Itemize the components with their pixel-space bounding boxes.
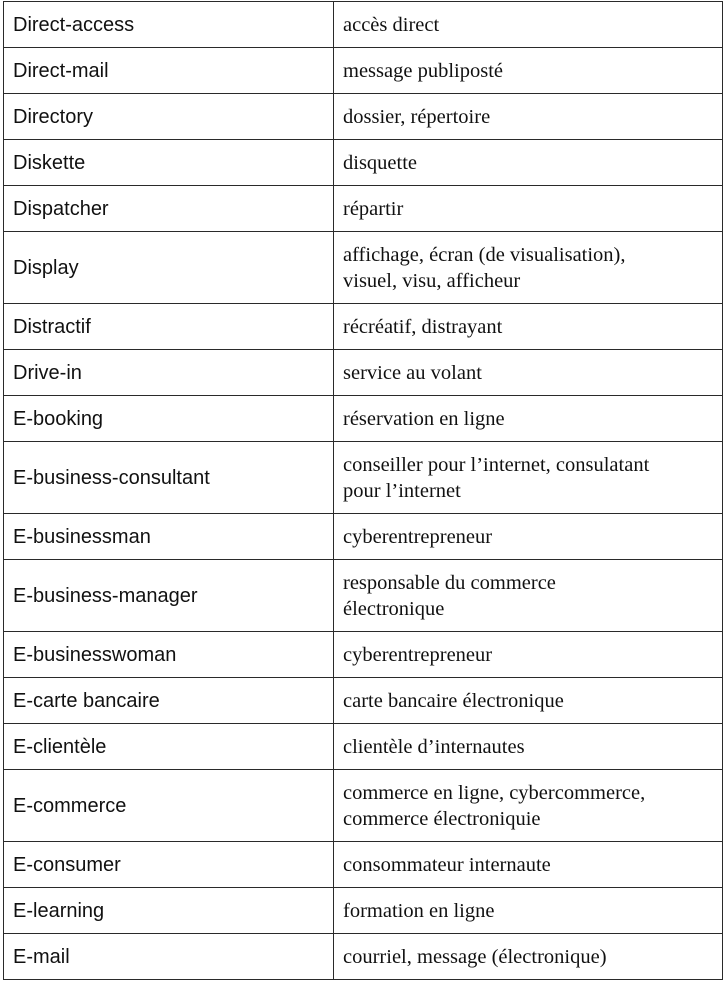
translation-cell: réservation en ligne: [334, 396, 723, 442]
translation-line: commerce électroniquie: [343, 807, 541, 830]
table-row: [4, 724, 723, 770]
translation-cell: [334, 770, 723, 842]
table-row: [4, 2, 723, 48]
translation-cell: courriel, message (électronique): [334, 934, 723, 980]
table-row: [4, 442, 723, 514]
table-row: [4, 350, 723, 396]
translation-cell: consommateur internaute: [334, 842, 723, 888]
translation-line: pour l’internet: [343, 479, 461, 502]
table-row: [4, 888, 723, 934]
term-cell: Direct-access: [4, 2, 334, 48]
term-cell: Distractif: [4, 304, 334, 350]
term-cell: Dispatcher: [4, 186, 334, 232]
table-row: [4, 770, 723, 842]
translation-line: responsable du commerce: [343, 571, 556, 594]
translation-cell: service au volant: [334, 350, 723, 396]
glossary-table: [3, 1, 723, 980]
translation-line: affichage, écran (de visualisation),: [343, 243, 626, 266]
translation-line: commerce en ligne, cybercommerce,: [343, 781, 646, 804]
term-cell: E-booking: [4, 396, 334, 442]
translation-cell: [334, 442, 723, 514]
translation-cell: récréatif, distrayant: [334, 304, 723, 350]
translation-cell: dossier, répertoire: [334, 94, 723, 140]
term-cell: E-consumer: [4, 842, 334, 888]
term-cell: E-carte bancaire: [4, 678, 334, 724]
table-row: [4, 842, 723, 888]
table-row: [4, 232, 723, 304]
translation-line: électronique: [343, 597, 445, 620]
table-row: [4, 396, 723, 442]
translation-cell: répartir: [334, 186, 723, 232]
table-row: [4, 140, 723, 186]
term-cell: Direct-mail: [4, 48, 334, 94]
translation-cell: formation en ligne: [334, 888, 723, 934]
term-cell: Drive-in: [4, 350, 334, 396]
table-row: [4, 94, 723, 140]
translation-cell: accès direct: [334, 2, 723, 48]
translation-cell: carte bancaire électronique: [334, 678, 723, 724]
translation-cell: [334, 560, 723, 632]
term-cell: E-mail: [4, 934, 334, 980]
translation-line: visuel, visu, afficheur: [343, 269, 521, 292]
translation-cell: cyberentrepreneur: [334, 514, 723, 560]
table-row: [4, 560, 723, 632]
table-row: [4, 934, 723, 980]
term-cell: E-learning: [4, 888, 334, 934]
term-cell: Directory: [4, 94, 334, 140]
translation-cell: cyberentrepreneur: [334, 632, 723, 678]
table-row: [4, 632, 723, 678]
term-cell: E-businessman: [4, 514, 334, 560]
translation-line: conseiller pour l’internet, consulatant: [343, 453, 650, 476]
term-cell: E-business-consultant: [4, 442, 334, 514]
term-cell: Display: [4, 232, 334, 304]
term-cell: E-commerce: [4, 770, 334, 842]
table-row: [4, 678, 723, 724]
term-cell: E-businesswoman: [4, 632, 334, 678]
table-row: [4, 186, 723, 232]
term-cell: E-business-manager: [4, 560, 334, 632]
translation-cell: [334, 232, 723, 304]
translation-cell: clientèle d’internautes: [334, 724, 723, 770]
table-row: [4, 304, 723, 350]
translation-cell: disquette: [334, 140, 723, 186]
translation-cell: message publiposté: [334, 48, 723, 94]
table-row: [4, 48, 723, 94]
term-cell: E-clientèle: [4, 724, 334, 770]
term-cell: Diskette: [4, 140, 334, 186]
table-row: [4, 514, 723, 560]
